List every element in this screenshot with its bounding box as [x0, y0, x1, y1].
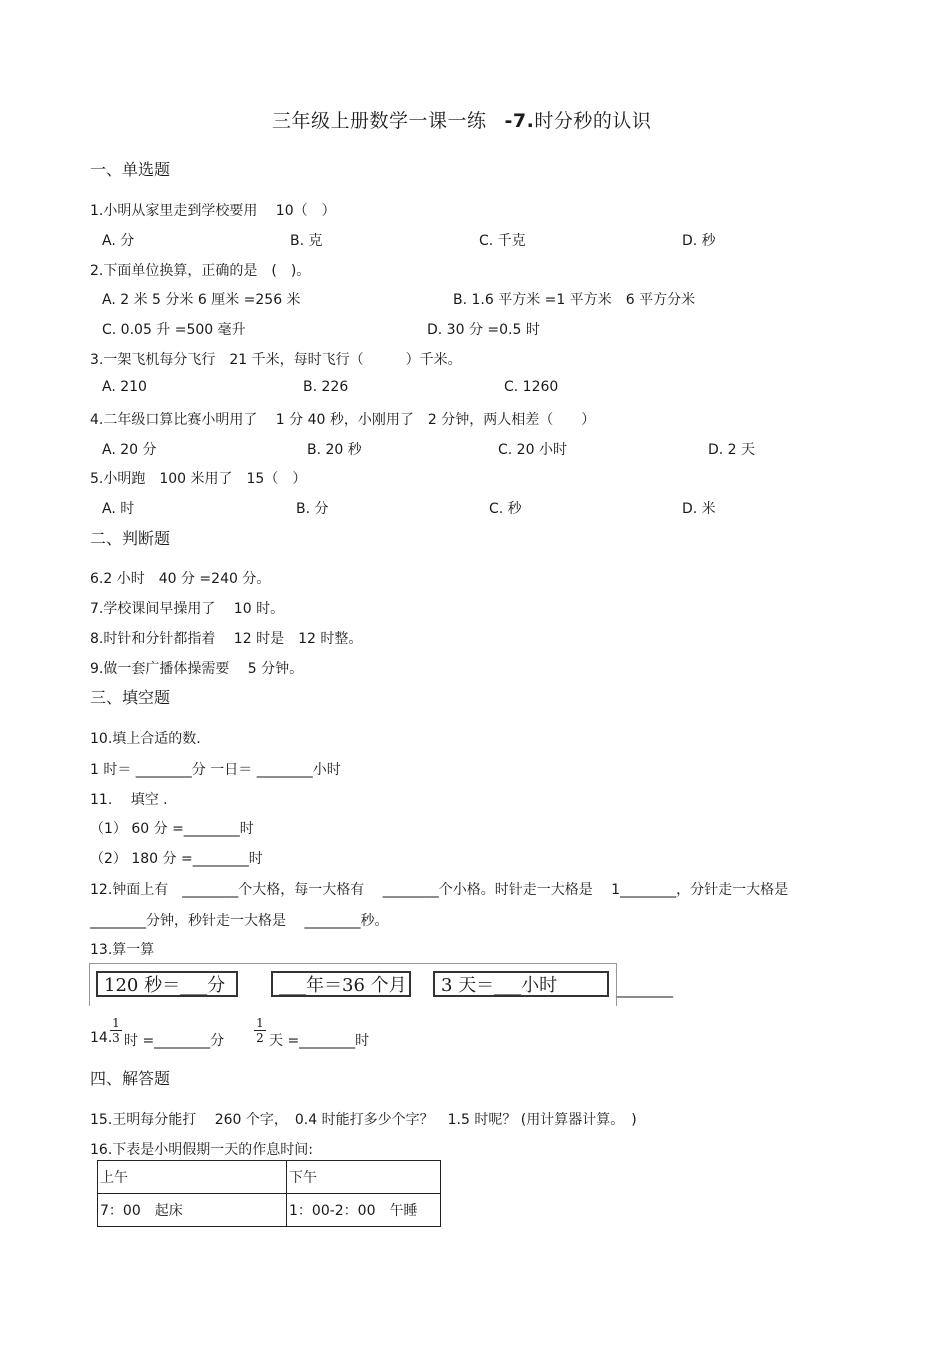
table-cell-afternoon: 1：00-2：00 午睡: [287, 1194, 441, 1227]
q1-option-c[interactable]: C. 千克: [479, 233, 526, 249]
q3-option-c[interactable]: C. 1260: [504, 379, 559, 395]
section-heading-fill-blank: 三、填空题: [90, 688, 171, 707]
schedule-table: [97, 1160, 441, 1227]
fraction-numerator: 1: [256, 1016, 264, 1030]
q13-box-months[interactable]: ___年＝36 个月: [271, 971, 411, 997]
q1-option-d[interactable]: D. 秒: [682, 233, 716, 249]
section-heading-problems: 四、解答题: [90, 1069, 171, 1088]
q4-option-d[interactable]: D. 2 天: [708, 442, 756, 458]
q4-option-b[interactable]: B. 20 秒: [307, 442, 362, 458]
q3-option-b[interactable]: B. 226: [303, 379, 349, 395]
question-12-line-2[interactable]: ________分钟，秒针走一大格是 ________秒。: [90, 913, 389, 929]
q13-box-seconds[interactable]: 120 秒＝___分: [96, 971, 238, 997]
q11-part-1[interactable]: （1） 60 分 =________时: [90, 821, 254, 837]
section-heading-true-false: 二、判断题: [90, 529, 171, 548]
question-6: 6.2 小时 40 分 =240 分。: [90, 571, 271, 587]
q4-option-c[interactable]: C. 20 小时: [498, 442, 567, 458]
question-14-number: 14.: [90, 1030, 113, 1046]
question-16: 16.下表是小明假期一天的作息时间:: [90, 1142, 313, 1158]
question-3: 3.一架飞机每分飞行 21 千米，每时飞行（ ）千米。: [90, 352, 462, 368]
table-header-afternoon: 下午: [287, 1161, 441, 1194]
question-8: 8.时针和分针都指着 12 时是 12 时整。: [90, 631, 363, 647]
question-15: 15.王明每分能打 260 个字， 0.4 时能打多少个字？ 1.5 时呢？ (用计算器计算。 ): [90, 1112, 637, 1128]
title-tail: 时分秒的认识: [534, 110, 652, 132]
question-7: 7.学校课间早操用了 10 时。: [90, 601, 285, 617]
q5-option-d[interactable]: D. 米: [682, 501, 716, 517]
question-5: 5.小明跑 100 米用了 15（ ）: [90, 471, 307, 487]
fraction-one-half: [254, 1017, 266, 1044]
title-bold: -7.: [504, 110, 535, 132]
question-4: 4.二年级口算比赛小明用了 1 分 40 秒，小刚用了 2 分钟，两人相差（ ）: [90, 412, 596, 428]
table-header-row: [98, 1161, 441, 1194]
question-13: 13.算一算: [90, 942, 155, 958]
q3-option-a[interactable]: A. 210: [102, 379, 147, 395]
fraction-denominator: 2: [256, 1031, 264, 1045]
title-main: 三年级上册数学一课一练: [272, 110, 487, 132]
question-11: 11. 填空 .: [90, 792, 168, 808]
q11-part-2[interactable]: （2） 180 分 =________时: [90, 851, 263, 867]
table-cell-morning: 7：00 起床: [98, 1194, 287, 1227]
page-title: [272, 106, 651, 133]
question-1: 1.小明从家里走到学校要用 10（ ）: [90, 203, 336, 219]
q5-option-c[interactable]: C. 秒: [489, 501, 522, 517]
q13-box-hours[interactable]: 3 天＝___小时: [433, 971, 609, 997]
fraction-denominator: 3: [112, 1031, 120, 1045]
q14-part-1[interactable]: 时 =________分: [124, 1033, 225, 1049]
table-row: [98, 1194, 441, 1227]
section-heading-single-choice: 一、单选题: [90, 160, 171, 179]
table-header-morning: 上午: [98, 1161, 287, 1194]
q10-blanks[interactable]: 1 时＝ ________分 一日＝ ________小时: [90, 762, 341, 778]
question-12-line-1[interactable]: 12.钟面上有 ________个大格，每一大格有 ________个小格。时针走一大格是 1________，分针走一大格是: [90, 882, 789, 898]
q13-answer-blank[interactable]: ________: [617, 982, 673, 998]
q4-option-a[interactable]: A. 20 分: [102, 442, 157, 458]
question-2: 2.下面单位换算，正确的是 ( )。: [90, 263, 311, 279]
question-10: 10.填上合适的数.: [90, 731, 201, 747]
q2-option-a[interactable]: A. 2 米 5 分米 6 厘米 =256 米: [102, 292, 301, 308]
q5-option-b[interactable]: B. 分: [296, 501, 329, 517]
q1-option-a[interactable]: A. 分: [102, 233, 135, 249]
fraction-numerator: 1: [112, 1016, 120, 1030]
q5-option-a[interactable]: A. 时: [102, 501, 135, 517]
q2-option-b[interactable]: B. 1.6 平方米 =1 平方米 6 平方分米: [453, 292, 696, 308]
q2-option-d[interactable]: D. 30 分 =0.5 时: [427, 322, 540, 338]
fraction-one-third: [110, 1017, 122, 1044]
q2-option-c[interactable]: C. 0.05 升 =500 毫升: [102, 322, 246, 338]
q1-option-b[interactable]: B. 克: [290, 233, 323, 249]
question-9: 9.做一套广播体操需要 5 分钟。: [90, 661, 304, 677]
q14-part-2[interactable]: 天 =________时: [269, 1033, 370, 1049]
